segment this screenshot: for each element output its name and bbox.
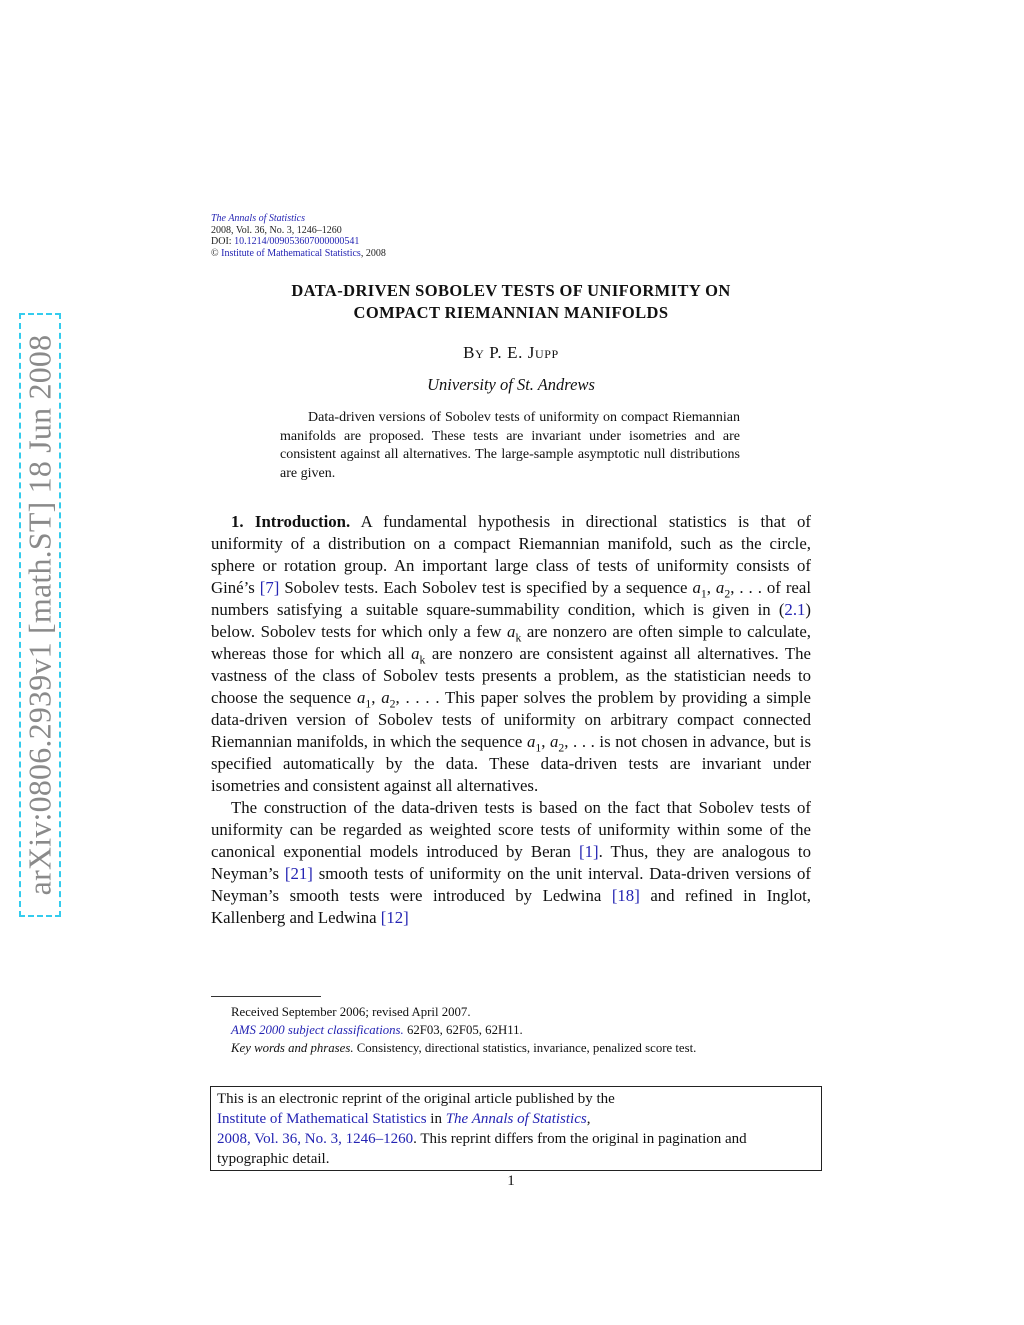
doi-link[interactable]: 10.1214/009053607000000541 xyxy=(234,236,360,247)
text: are nonzero are often simple to calculate, whereas those for which all xyxy=(211,622,811,663)
arxiv-identifier-stamp xyxy=(19,313,61,917)
journal-volume: 2008, Vol. 36, No. 3, 1246–1260 xyxy=(211,224,342,236)
paragraph-1 xyxy=(211,511,811,797)
text: and refined in Inglot, Kallenberg and Ledwina xyxy=(211,886,811,927)
footnote-divider xyxy=(211,996,321,997)
doi-label: DOI: xyxy=(211,236,235,247)
text: are nonzero are consistent against all alternatives. The vastness of the class of Sobolev tests presents a problem, as the statistician needs to choose the sequence xyxy=(211,644,811,707)
paragraph-2 xyxy=(211,797,811,929)
math-sep: , xyxy=(541,732,551,751)
math-sub: 2 xyxy=(558,741,565,755)
journal-info xyxy=(211,213,386,259)
math-var: a xyxy=(356,688,366,707)
journal-name-link[interactable]: The Annals of Statistics xyxy=(211,213,305,224)
ams-classification-link[interactable]: AMS 2000 subject classifications. xyxy=(231,1023,404,1037)
math-sub: 2 xyxy=(389,697,396,711)
math-sep: , xyxy=(371,688,382,707)
math-sub: 1 xyxy=(535,741,542,755)
text: of real numbers satisfying a suitable square-summability condition, which is given in ( xyxy=(211,578,811,619)
copyright-line xyxy=(211,248,386,260)
keywords xyxy=(211,1039,811,1057)
math-var: a xyxy=(692,578,701,597)
math-sub: 1 xyxy=(700,587,707,601)
author: By P. E. Jupp xyxy=(463,343,559,362)
section-heading: 1. Introduction. xyxy=(231,512,351,531)
reprint-line-1: This is an electronic reprint of the original article published by the xyxy=(217,1091,615,1107)
math-sub: k xyxy=(515,631,522,645)
ims-link[interactable]: Institute of Mathematical Statistics xyxy=(217,1111,427,1127)
math-var: a xyxy=(526,732,536,751)
text: , xyxy=(586,1111,591,1127)
text: A fundamental hypothesis in directional statistics is that of uniformity of a distribution on a compact Riemannian manifold, such as the circle, sphere or rotation group. An important large class of tests of uniformity consists of Giné’s xyxy=(211,512,811,597)
journal-link[interactable]: The Annals of Statistics xyxy=(445,1111,587,1127)
math-var: a xyxy=(550,732,559,751)
introduction-section xyxy=(211,511,811,929)
abstract-text: Data-driven versions of Sobolev tests of uniformity on compact Riemannian manifolds are proposed. These tests are invariant under isometries and are consistent against all alternatives. The large-sample asymptotic null distributions are given. xyxy=(280,410,740,481)
arxiv-identifier-text: arXiv:0806.2939v1 [math.ST] 18 Jun 2008 xyxy=(21,334,58,896)
citation-link[interactable]: [12] xyxy=(380,908,409,927)
citation-link[interactable]: [1] xyxy=(579,842,599,861)
math-sub: 2 xyxy=(724,587,731,601)
text: smooth tests of uniformity on the unit interval. Data-driven versions of Neyman’s smooth tests were introduced by Ledwina xyxy=(211,864,811,905)
math-sep: , xyxy=(706,578,716,597)
math-sep: , . . . xyxy=(395,688,436,707)
math-var: a xyxy=(507,622,516,641)
copyright-year: , 2008 xyxy=(360,247,386,259)
citation-link[interactable]: [21] xyxy=(284,864,313,883)
paper-title-line-1: DATA-DRIVEN SOBOLEV TESTS OF UNIFORMITY ON xyxy=(291,281,731,300)
math-sub: 1 xyxy=(365,697,372,711)
ams-classification xyxy=(211,1021,811,1039)
math-var: a xyxy=(411,644,420,663)
reprint-rest: . This reprint differs from the original in pagination and typographic detail. xyxy=(217,1131,747,1167)
equation-link[interactable]: 2.1 xyxy=(784,600,806,619)
paper-title-line-2: COMPACT RIEMANNIAN MANIFOLDS xyxy=(353,303,669,322)
text: . This paper solves the problem by providing a simple data-driven version of Sobolev tests of uniformity on arbitrary compact connected Riemannian manifolds, in which the sequence xyxy=(211,688,812,751)
reprint-notice-box xyxy=(210,1086,822,1171)
page-number: 1 xyxy=(507,1173,515,1189)
abstract xyxy=(280,409,740,483)
text: ) below. Sobolev tests for which only a few xyxy=(211,600,811,641)
copyright-icon: © xyxy=(211,247,219,259)
text: in xyxy=(426,1111,446,1127)
copyright-org-link[interactable]: Institute of Mathematical Statistics xyxy=(221,247,361,259)
keywords-text: Consistency, directional statistics, invariance, penalized score test. xyxy=(353,1041,697,1055)
text: The construction of the data-driven tests is based on the fact that Sobolev tests of uniformity can be regarded as weighted score tests of uniformity within some of the canonical exponential models introduced by Beran xyxy=(211,798,811,861)
text: Sobolev tests. Each Sobolev test is specified by a sequence xyxy=(279,578,693,597)
affiliation: University of St. Andrews xyxy=(427,375,595,394)
ams-codes: 62F03, 62F05, 62H11. xyxy=(403,1023,523,1037)
footnotes xyxy=(211,1003,811,1057)
journal-doi-line xyxy=(211,236,386,248)
text: is not chosen in advance, but is specified automatically by the data. These data-driven tests are invariant under isometries and consistent against all alternatives. xyxy=(211,732,812,795)
issue-link[interactable]: 2008, Vol. 36, No. 3, 1246–1260 xyxy=(217,1131,414,1147)
citation-link[interactable]: [18] xyxy=(611,886,640,905)
math-var: a xyxy=(715,578,725,597)
math-sub: k xyxy=(419,653,426,667)
math-sep: , . . . xyxy=(730,578,762,597)
math-var: a xyxy=(381,688,390,707)
math-sep: , . . . xyxy=(564,732,595,751)
received-note: Received September 2006; revised April 2007. xyxy=(231,1005,471,1019)
paper-title xyxy=(211,280,811,324)
text: . Thus, they are analogous to Neyman’s xyxy=(211,842,811,883)
citation-link[interactable]: [7] xyxy=(259,578,280,597)
keywords-label: Key words and phrases. xyxy=(231,1041,354,1055)
